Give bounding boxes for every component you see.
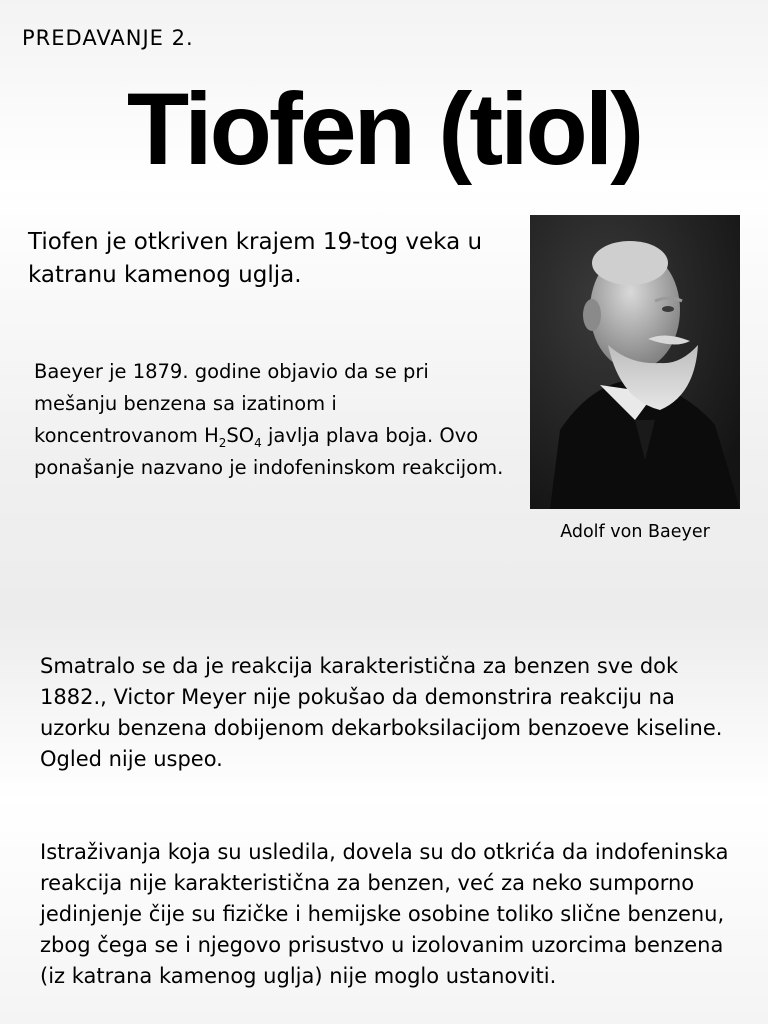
- meyer-paragraph: Smatralo se da je reakcija karakteristična za benzen sve dok 1882., Victor Meyer nije pokušao da demonstrira reakciju na uzorku benzena dobijenom dekarboksilacijom benzoeve kiseline. Ogled nije uspeo.: [40, 654, 723, 771]
- baeyer-text-start: Baeyer je 1879. godine objavio da se pri mešanju benzena sa izatinom i koncentrovanom: [34, 360, 429, 447]
- sulfuric-acid-formula: [204, 424, 262, 450]
- portrait-caption: Adolf von Baeyer: [560, 522, 710, 542]
- baeyer-text-end: javlja plava boja. Ovo ponašanje nazvano je indofeninskom reakcijom.: [34, 424, 504, 479]
- formula-so: SO: [226, 424, 255, 447]
- lecture-label: PREDAVANJE 2.: [22, 26, 194, 50]
- portrait-photo: [530, 215, 740, 509]
- formula-h: H: [204, 424, 219, 447]
- research-paragraph: Istraživanja koja su usledila, dovela su do otkrića da indofeninska reakcija nije karakteristična za benzen, već za neko sumporno jedinjenje čije su fizičke i hemijske osobine toliko slične benzenu, zbog čega se i njegovo prisustvo u izolovanim uzorcima benzena (iz katrana kamenog uglja) nije moglo ustanoviti.: [40, 840, 729, 988]
- formula-h-subscript: 2: [218, 435, 227, 450]
- slide-title: Tiofen (tiol): [126, 72, 642, 186]
- portrait-illustration: [530, 215, 740, 509]
- formula-so-subscript: 4: [254, 435, 262, 450]
- baeyer-paragraph: [34, 356, 504, 484]
- intro-paragraph: Tiofen je otkriven krajem 19-tog veka u katranu kamenog uglja.: [28, 229, 483, 288]
